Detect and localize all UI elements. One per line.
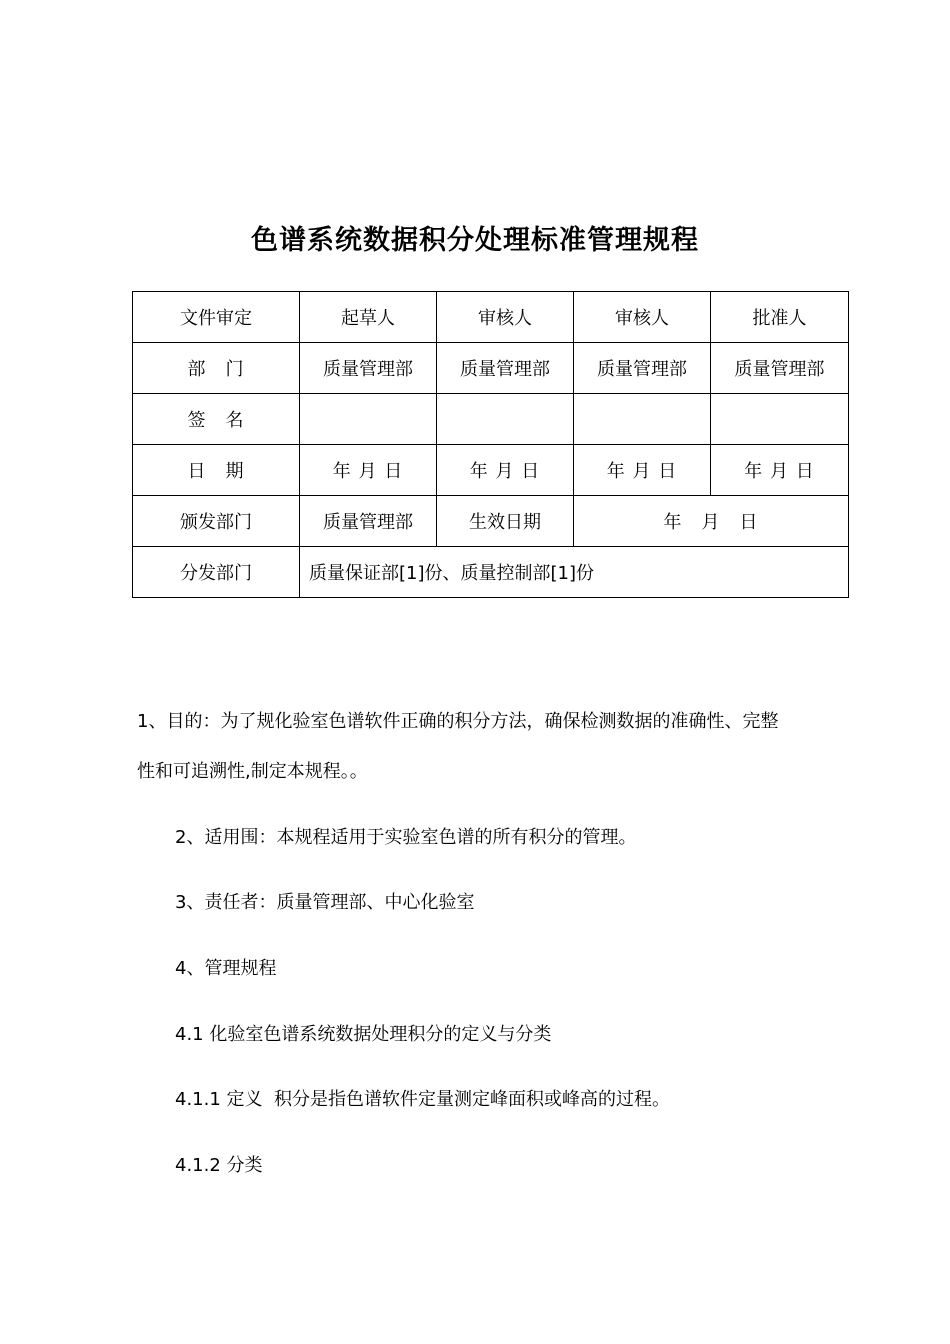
- date-label: 日 期: [133, 445, 300, 496]
- responsible-paragraph: 3、责任者：质量管理部、中心化验室: [175, 892, 475, 913]
- header-cell-file-review: 文件审定: [133, 292, 300, 343]
- signature-cell-reviewer-1: [437, 394, 574, 445]
- department-cell-reviewer-2: 质量管理部: [574, 343, 711, 394]
- section-4-1-2-heading: 4.1.2 分类: [175, 1155, 263, 1176]
- table-row-distribution: [133, 547, 849, 598]
- signature-cell-reviewer-2: [574, 394, 711, 445]
- purpose-paragraph-line-2: 性和可追溯性,制定本规程。。: [137, 761, 368, 782]
- effective-date-value: 年 月 日: [574, 496, 849, 547]
- section-4-1-heading: 4.1 化验室色谱系统数据处理积分的定义与分类: [175, 1024, 552, 1045]
- header-cell-drafter: 起草人: [300, 292, 437, 343]
- header-cell-reviewer-1: 审核人: [437, 292, 574, 343]
- signature-cell-drafter: [300, 394, 437, 445]
- effective-date-label: 生效日期: [437, 496, 574, 547]
- department-label: 部 门: [133, 343, 300, 394]
- approval-table: [132, 291, 849, 598]
- date-cell-approver: 年 月 日: [711, 445, 849, 496]
- date-cell-reviewer-2: 年 月 日: [574, 445, 711, 496]
- purpose-paragraph-line-1: 1、目的：为了规化验室色谱软件正确的积分方法，确保检测数据的准确性、完整: [137, 711, 779, 732]
- distribution-value: 质量保证部[1]份、质量控制部[1]份: [300, 547, 849, 598]
- signature-label: 签 名: [133, 394, 300, 445]
- table-row-issue: [133, 496, 849, 547]
- distribution-label: 分发部门: [133, 547, 300, 598]
- table-row-department: [133, 343, 849, 394]
- scope-paragraph: 2、适用围：本规程适用于实验室色谱的所有积分的管理。: [175, 827, 637, 848]
- table-row-signature: [133, 394, 849, 445]
- document-title: 色谱系统数据积分处理标准管理规程: [251, 225, 699, 256]
- department-cell-drafter: 质量管理部: [300, 343, 437, 394]
- department-cell-reviewer-1: 质量管理部: [437, 343, 574, 394]
- header-cell-approver: 批准人: [711, 292, 849, 343]
- section-4-1-1-definition: 4.1.1 定义 积分是指色谱软件定量测定峰面积或峰高的过程。: [175, 1089, 670, 1110]
- issue-department-value: 质量管理部: [300, 496, 437, 547]
- department-cell-approver: 质量管理部: [711, 343, 849, 394]
- table-row-header: [133, 292, 849, 343]
- table-row-date: [133, 445, 849, 496]
- date-cell-reviewer-1: 年 月 日: [437, 445, 574, 496]
- issue-department-label: 颁发部门: [133, 496, 300, 547]
- section-4-heading: 4、管理规程: [175, 958, 277, 979]
- signature-cell-approver: [711, 394, 849, 445]
- date-cell-drafter: 年 月 日: [300, 445, 437, 496]
- header-cell-reviewer-2: 审核人: [574, 292, 711, 343]
